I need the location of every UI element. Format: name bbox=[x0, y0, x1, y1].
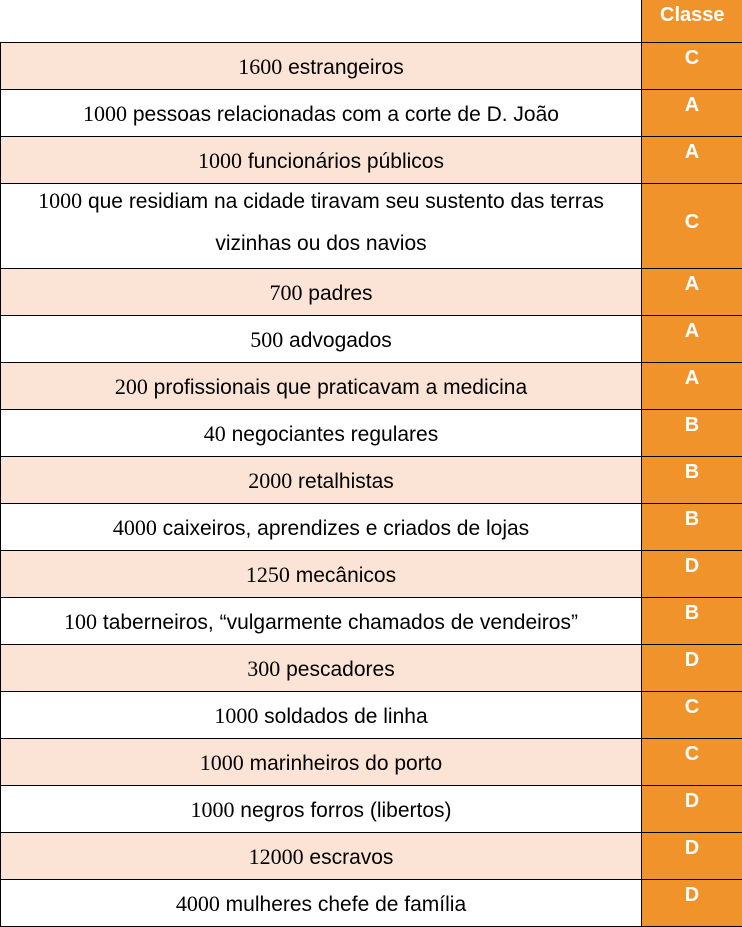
table-row bbox=[1, 738, 742, 785]
row-number: 40 bbox=[204, 421, 226, 446]
row-description bbox=[1, 644, 642, 691]
row-text: que residiam na cidade tiravam seu sustento das terras vizinhas ou dos navios bbox=[82, 190, 604, 255]
row-class: D bbox=[642, 879, 742, 926]
table-row bbox=[1, 268, 742, 315]
row-text: escravos bbox=[304, 846, 394, 869]
table-row bbox=[1, 503, 742, 550]
table-header-row bbox=[1, 0, 742, 42]
row-text: soldados de linha bbox=[258, 705, 427, 728]
row-class: D bbox=[642, 832, 742, 879]
row-description bbox=[1, 315, 642, 362]
row-text: caixeiros, aprendizes e criados de lojas bbox=[157, 517, 529, 540]
row-class: C bbox=[642, 691, 742, 738]
row-description bbox=[1, 550, 642, 597]
table-row bbox=[1, 409, 742, 456]
row-text: retalhistas bbox=[292, 470, 394, 493]
row-text: marinheiros do porto bbox=[244, 752, 442, 775]
table-row bbox=[1, 42, 742, 89]
row-description bbox=[1, 738, 642, 785]
row-number: 1250 bbox=[246, 562, 290, 587]
header-blank-cell bbox=[1, 0, 642, 42]
row-text: padres bbox=[302, 282, 372, 305]
row-number: 100 bbox=[64, 609, 97, 634]
table-row bbox=[1, 183, 742, 268]
row-number: 4000 bbox=[113, 515, 157, 540]
row-class: A bbox=[642, 362, 742, 409]
row-description bbox=[1, 691, 642, 738]
table-row bbox=[1, 136, 742, 183]
row-text: taberneiros, “vulgarmente chamados de vendeiros” bbox=[97, 611, 578, 634]
row-description bbox=[1, 89, 642, 136]
row-class: B bbox=[642, 456, 742, 503]
table-row bbox=[1, 362, 742, 409]
row-text: negros forros (libertos) bbox=[234, 799, 451, 822]
row-description bbox=[1, 42, 642, 89]
row-class: A bbox=[642, 89, 742, 136]
row-description bbox=[1, 597, 642, 644]
row-class: C bbox=[642, 42, 742, 89]
row-number: 4000 bbox=[176, 891, 220, 916]
table-row bbox=[1, 785, 742, 832]
row-description bbox=[1, 409, 642, 456]
row-class: C bbox=[642, 738, 742, 785]
row-number: 1000 bbox=[200, 750, 244, 775]
table-row bbox=[1, 879, 742, 926]
row-number: 12000 bbox=[249, 844, 304, 869]
row-number: 1600 bbox=[238, 54, 282, 79]
row-number: 300 bbox=[247, 656, 280, 681]
row-description bbox=[1, 268, 642, 315]
row-number: 700 bbox=[269, 280, 302, 305]
row-text: mulheres chefe de família bbox=[220, 893, 466, 916]
row-class: B bbox=[642, 409, 742, 456]
row-class: C bbox=[642, 183, 742, 268]
row-text: estrangeiros bbox=[282, 56, 403, 79]
table-row bbox=[1, 597, 742, 644]
row-number: 2000 bbox=[248, 468, 292, 493]
row-number: 1000 bbox=[83, 101, 127, 126]
header-class-cell: Classe bbox=[642, 0, 742, 42]
row-description bbox=[1, 456, 642, 503]
row-description bbox=[1, 362, 642, 409]
row-class: B bbox=[642, 503, 742, 550]
row-description bbox=[1, 136, 642, 183]
table-row bbox=[1, 89, 742, 136]
table-row bbox=[1, 456, 742, 503]
row-description bbox=[1, 785, 642, 832]
row-text: pessoas relacionadas com a corte de D. João bbox=[127, 103, 559, 126]
table-row bbox=[1, 691, 742, 738]
row-number: 1000 bbox=[214, 703, 258, 728]
table-row bbox=[1, 550, 742, 597]
row-number: 500 bbox=[250, 327, 283, 352]
table-row bbox=[1, 832, 742, 879]
table-row bbox=[1, 315, 742, 362]
row-class: B bbox=[642, 597, 742, 644]
row-class: D bbox=[642, 644, 742, 691]
row-description bbox=[1, 183, 642, 268]
row-number: 1000 bbox=[190, 797, 234, 822]
row-class: A bbox=[642, 315, 742, 362]
row-text: advogados bbox=[283, 329, 392, 352]
row-class: A bbox=[642, 136, 742, 183]
row-number: 1000 bbox=[198, 148, 242, 173]
row-text: profissionais que praticavam a medicina bbox=[148, 376, 527, 399]
row-text: mecânicos bbox=[290, 564, 396, 587]
table-row bbox=[1, 644, 742, 691]
row-class: D bbox=[642, 785, 742, 832]
row-text: funcionários públicos bbox=[242, 150, 444, 173]
row-description bbox=[1, 832, 642, 879]
row-number: 200 bbox=[115, 374, 148, 399]
row-description bbox=[1, 879, 642, 926]
row-number: 1000 bbox=[38, 188, 82, 213]
row-text: negociantes regulares bbox=[226, 423, 438, 446]
row-text: pescadores bbox=[280, 658, 394, 681]
row-class: A bbox=[642, 268, 742, 315]
row-class: D bbox=[642, 550, 742, 597]
row-description bbox=[1, 503, 642, 550]
